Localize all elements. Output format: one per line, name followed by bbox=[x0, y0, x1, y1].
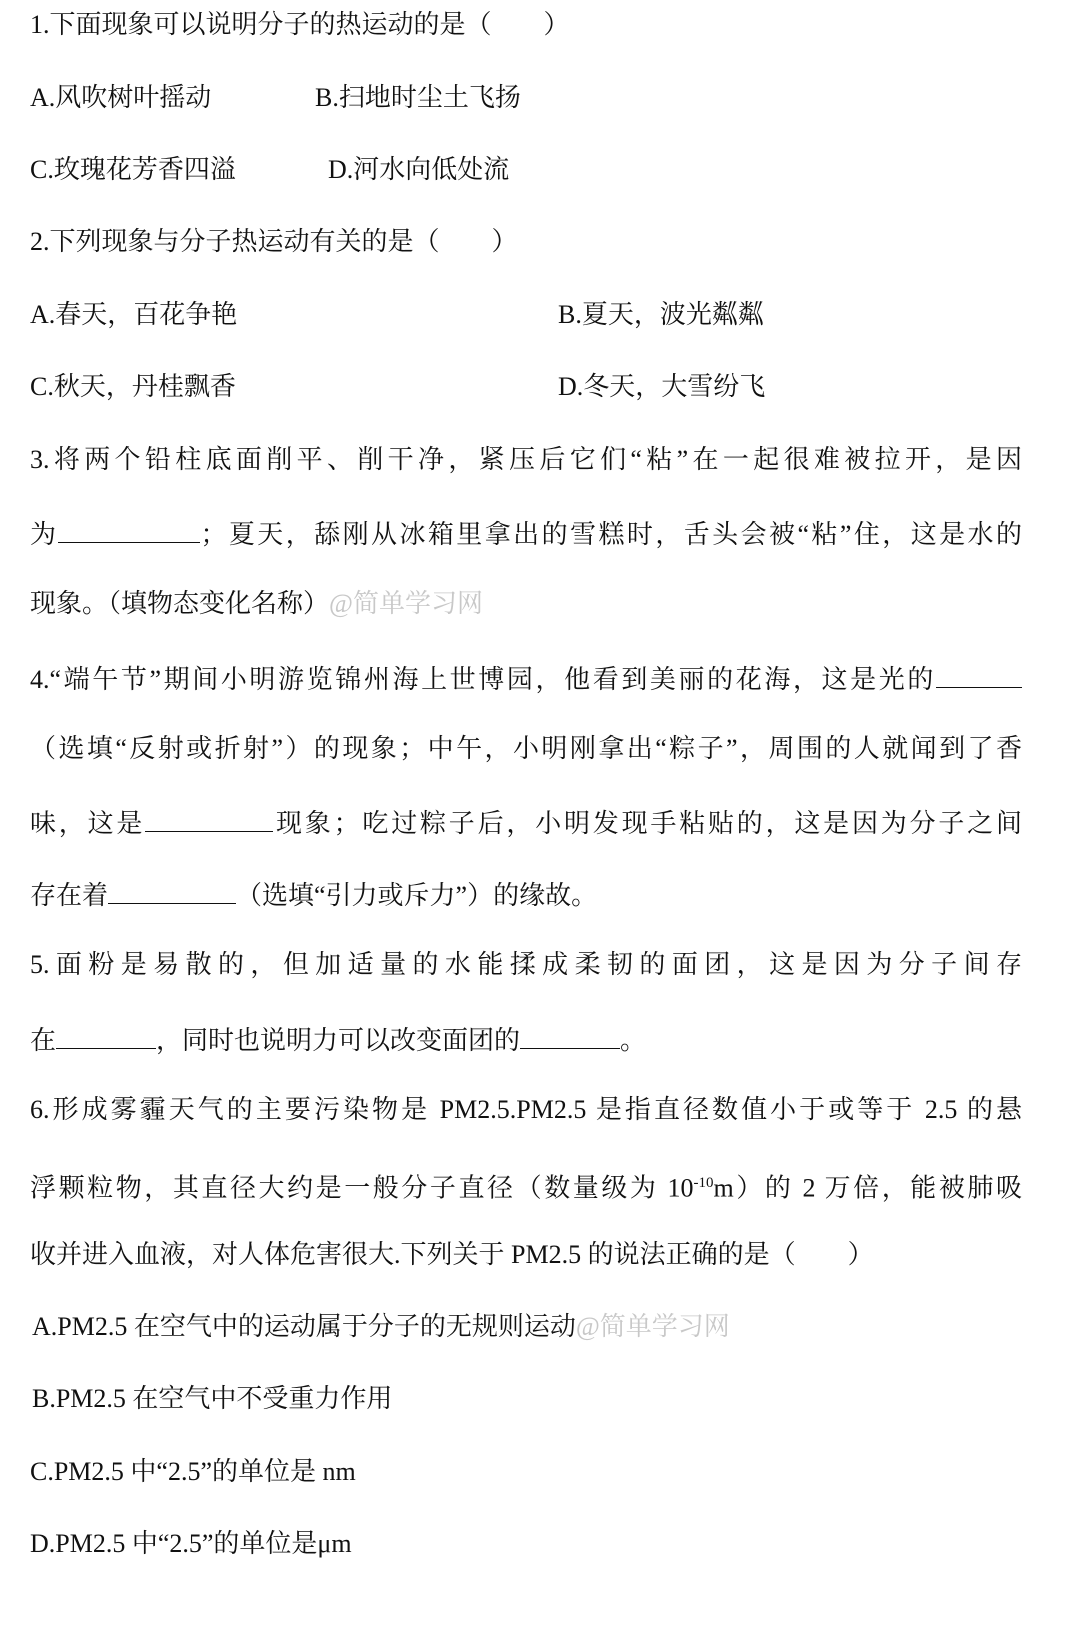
text: 存在着 bbox=[30, 881, 109, 910]
q4-line3 bbox=[30, 805, 1022, 840]
text: ；夏天，舔刚从冰箱里拿出的雪糕时，舌头会被“粘”住，这是水的 bbox=[200, 520, 1022, 549]
text: m）的 2 万倍，能被肺吸 bbox=[713, 1173, 1022, 1203]
q2-option-d: D.冬天，大雪纷飞 bbox=[558, 372, 766, 401]
watermark: @简单学习网 bbox=[329, 589, 483, 618]
q1-option-a: A.风吹树叶摇动 bbox=[30, 83, 212, 112]
q6-line2 bbox=[30, 1167, 1022, 1205]
q2-stem: 2.下列现象与分子热运动有关的是（ ） bbox=[30, 227, 518, 256]
text: A.PM2.5 在空气中的运动属于分子的无规则运动 bbox=[32, 1312, 576, 1341]
text: 在 bbox=[30, 1026, 57, 1055]
q1-option-d: D.河水向低处流 bbox=[328, 155, 510, 184]
answer-blank[interactable] bbox=[56, 1022, 156, 1049]
text: 现象。（填物态变化名称） bbox=[30, 589, 330, 618]
q3-line3 bbox=[30, 588, 483, 620]
text: 为 bbox=[30, 520, 59, 549]
q4-line2: （选填“反射或折射”）的现象；中午，小明刚拿出“粽子”，周围的人就闻到了香 bbox=[30, 734, 1022, 763]
q3-line2 bbox=[30, 516, 1022, 551]
text: 4.“端午节”期间小明游览锦州海上世博园，他看到美丽的花海，这是光的 bbox=[30, 665, 936, 694]
text: 。 bbox=[620, 1026, 647, 1055]
q2-option-c: C.秋天，丹桂飘香 bbox=[30, 372, 236, 401]
text: 现象；吃过粽子后，小明发现手粘贴的，这是因为分子之间 bbox=[273, 809, 1022, 838]
q1-option-b: B.扫地时尘土飞扬 bbox=[315, 83, 521, 112]
q5-line2 bbox=[30, 1022, 646, 1057]
text: （选填“引力或斥力”）的缘故。 bbox=[236, 881, 598, 910]
answer-blank[interactable] bbox=[58, 516, 200, 543]
text: 浮颗粒物，其直径大约是一般分子直径（数量级为 10 bbox=[30, 1173, 694, 1203]
q2-option-b: B.夏天，波光粼粼 bbox=[558, 300, 764, 329]
answer-blank[interactable] bbox=[520, 1022, 620, 1049]
answer-blank[interactable] bbox=[936, 661, 1022, 688]
q1-option-c: C.玫瑰花芳香四溢 bbox=[30, 155, 236, 184]
q4-line4 bbox=[30, 877, 597, 912]
q5-line1: 5.面粉是易散的，但加适量的水能揉成柔韧的面团，这是因为分子间存 bbox=[30, 950, 1022, 979]
q4-line1 bbox=[30, 661, 1022, 696]
q2-option-a: A.春天，百花争艳 bbox=[30, 300, 238, 329]
q6-option-c: C.PM2.5 中“2.5”的单位是 nm bbox=[30, 1457, 356, 1486]
q6-line3: 收并进入血液，对人体危害很大.下列关于 PM2.5 的说法正确的是（ ） bbox=[30, 1240, 874, 1269]
q1-stem: 1.下面现象可以说明分子的热运动的是（ ） bbox=[30, 10, 570, 39]
q3-line1: 3.将两个铅柱底面削平、削干净，紧压后它们“粘”在一起很难被拉开，是因 bbox=[30, 445, 1022, 474]
q6-line1: 6.形成雾霾天气的主要污染物是 PM2.5.PM2.5 是指直径数值小于或等于 2.5 的悬 bbox=[30, 1095, 1022, 1124]
q6-option-a bbox=[32, 1311, 730, 1343]
q6-option-d: D.PM2.5 中“2.5”的单位是μm bbox=[30, 1529, 352, 1558]
text: ，同时也说明力可以改变面团的 bbox=[156, 1026, 521, 1055]
watermark: @简单学习网 bbox=[575, 1312, 730, 1341]
answer-blank[interactable] bbox=[145, 805, 273, 832]
q6-option-b: B.PM2.5 在空气中不受重力作用 bbox=[32, 1384, 393, 1413]
exponent: -10 bbox=[693, 1175, 714, 1191]
answer-blank[interactable] bbox=[108, 877, 236, 904]
text: 味，这是 bbox=[30, 809, 146, 838]
